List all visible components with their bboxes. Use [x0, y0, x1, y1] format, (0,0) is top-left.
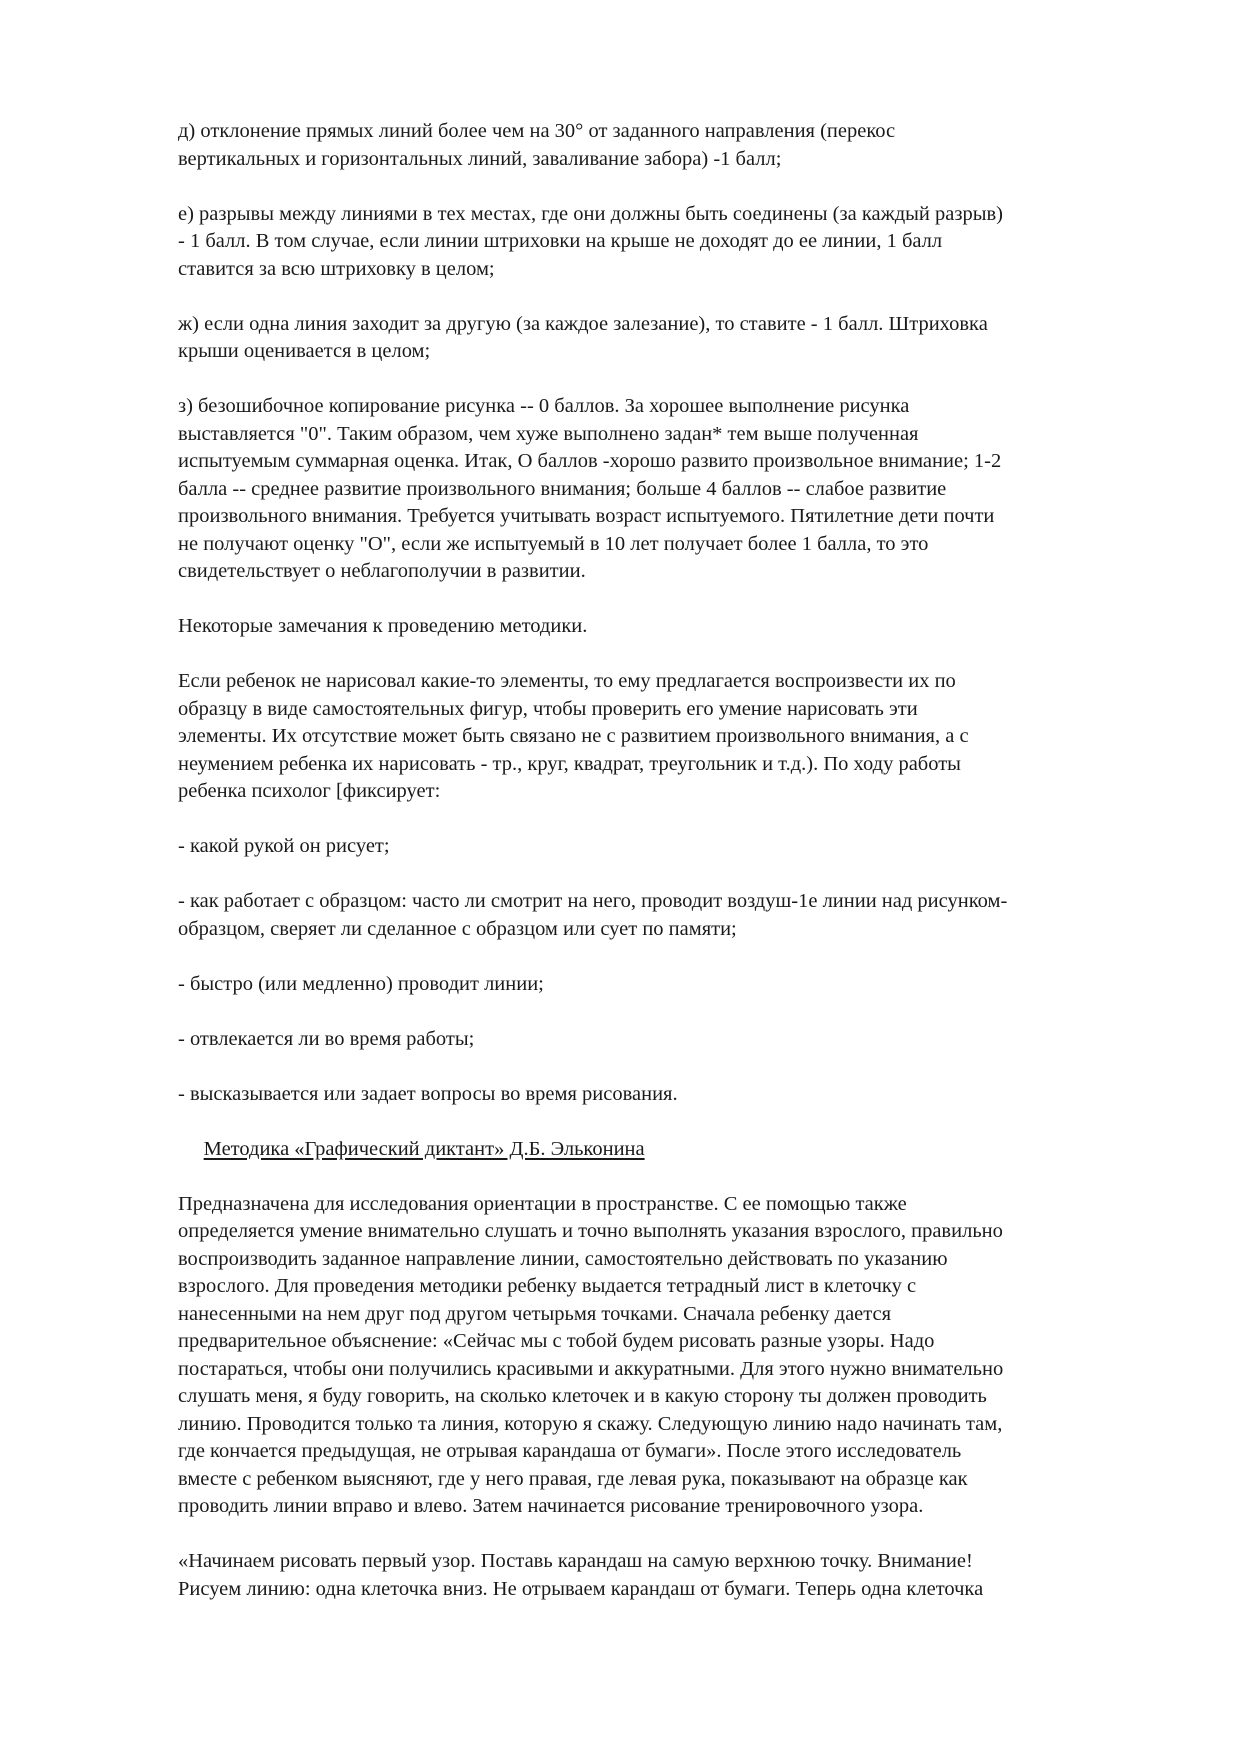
text-line: вертикальных и горизонтальных линий, заваливание забора) -1 балл;	[178, 147, 782, 170]
section-heading-text: Методика «Графический диктант» Д.Б. Эльконина	[203, 1137, 645, 1160]
paragraph-remarks-title	[178, 613, 1168, 641]
text-line: д) отклонение прямых линий более чем на 30° от заданного направления (перекос	[178, 120, 896, 142]
text-line: где кончается предыдущая, не отрывая карандаша от бумаги». После этого исследователь	[178, 1440, 962, 1462]
text-line: з) безошибочное копирование рисунка -- 0 баллов. За хорошее выполнение рисунка	[178, 395, 910, 417]
text-line: выставляется "0". Таким образом, чем хуже выполнено задан* тем выше полученная	[178, 422, 919, 445]
text-line: неумением ребенка их нарисовать - тр., круг, квадрат, треугольник и т.д.). По ходу работы	[178, 752, 961, 775]
text-line: свидетельствует о неблагополучии в развитии.	[178, 560, 586, 582]
paragraph-observe-questions	[178, 1081, 1168, 1109]
text-line: элементы. Их отсутствие может быть связано не с развитием произвольного внимания, а с	[178, 725, 969, 747]
paragraph-criterion-zh	[178, 311, 1168, 366]
paragraph-remarks-body	[178, 668, 1168, 806]
text-line: слушать меня, я буду говорить, на сколько клеточек и в какую сторону ты должен проводить	[178, 1385, 987, 1407]
paragraph-observe-sample	[178, 888, 1168, 943]
text-line: предварительное объяснение: «Сейчас мы с тобой будем рисовать разные узоры. Надо	[178, 1330, 935, 1352]
text-line: - высказывается или задает вопросы во время рисования.	[178, 1082, 678, 1105]
paragraph-observe-distraction	[178, 1026, 1168, 1054]
text-line: ребенка психолог [фиксирует:	[178, 780, 441, 802]
text-line: крыши оценивается в целом;	[178, 340, 431, 362]
paragraph-criterion-z	[178, 393, 1168, 586]
paragraph-instruction-start	[178, 1548, 1168, 1603]
text-line: нанесенными на нем друг под другом четырьмя точками. Сначала ребенку дается	[178, 1302, 892, 1325]
paragraph-observe-speed	[178, 971, 1168, 999]
text-line: Если ребенок не нарисовал какие-то элементы, то ему предлагается воспроизвести их по	[178, 670, 956, 692]
text-line: - отвлекается ли во время работы;	[178, 1027, 475, 1050]
text-line: - 1 балл. В том случае, если линии штриховки на крыше не доходят до ее линии, 1 балл	[178, 230, 943, 252]
text-line: Предназначена для исследования ориентации в пространстве. С ее помощью также	[178, 1192, 907, 1215]
text-line: проводить линии вправо и влево. Затем начинается рисование тренировочного узора.	[178, 1495, 924, 1517]
page-content	[178, 118, 1168, 1631]
text-line: - быстро (или медленно) проводит линии;	[178, 972, 544, 995]
text-line: Некоторые замечания к проведению методики.	[178, 615, 588, 637]
text-line: постараться, чтобы они получились красивыми и аккуратными. Для этого нужно внимательно	[178, 1357, 1004, 1380]
text-line: е) разрывы между линиями в тех местах, где они должны быть соединены (за каждый разрыв)	[178, 202, 1004, 225]
text-line: ж) если одна линия заходит за другую (за каждое залезание), то ставите - 1 балл. Штриховка	[178, 312, 988, 335]
text-line: образцу в виде самостоятельных фигур, чтобы проверить его умение нарисовать эти	[178, 697, 918, 720]
text-line: «Начинаем рисовать первый узор. Поставь карандаш на самую верхнюю точку. Внимание!	[178, 1550, 973, 1572]
text-line: ставится за всю штриховку в целом;	[178, 257, 495, 280]
paragraph-method-description	[178, 1191, 1168, 1521]
text-line: Рисуем линию: одна клеточка вниз. Не отрываем карандаш от бумаги. Теперь одна клеточка	[178, 1577, 984, 1600]
text-line: - как работает с образцом: часто ли смотрит на него, проводит воздуш-1е линии над рисунком-	[178, 890, 1008, 912]
paragraph-criterion-d	[178, 118, 1168, 173]
text-line: образцом, сверяет ли сделанное с образцом или сует по памяти;	[178, 917, 737, 940]
text-line: линию. Проводится только та линия, которую я скажу. Следующую линию надо начинать там,	[178, 1412, 1003, 1435]
text-line: взрослого. Для проведения методики ребенку выдается тетрадный лист в клеточку с	[178, 1275, 917, 1297]
section-heading-line	[178, 1136, 1168, 1164]
text-line: определяется умение внимательно слушать и точно выполнять указания взрослого, правильно	[178, 1220, 1003, 1242]
text-line: - какой рукой он рисует;	[178, 835, 390, 857]
text-line: вместе с ребенком выясняют, где у него правая, где левая рука, показывают на образце как	[178, 1467, 968, 1490]
text-line: воспроизводить заданное направление линии, самостоятельно действовать по указанию	[178, 1247, 948, 1270]
text-line: произвольного внимания. Требуется учитывать возраст испытуемого. Пятилетние дети почти	[178, 505, 995, 527]
text-line: испытуемым суммарная оценка. Итак, О баллов -хорошо развито произвольное внимание; 1-2	[178, 450, 1002, 472]
text-line: балла -- среднее развитие произвольного внимания; больше 4 баллов -- слабое развитие	[178, 477, 947, 500]
text-line: не получают оценку "О", если же испытуемый в 10 лет получает более 1 балла, то это	[178, 532, 929, 555]
paragraph-criterion-e	[178, 201, 1168, 284]
section-heading	[178, 1136, 1168, 1164]
paragraph-observe-hand	[178, 833, 1168, 861]
